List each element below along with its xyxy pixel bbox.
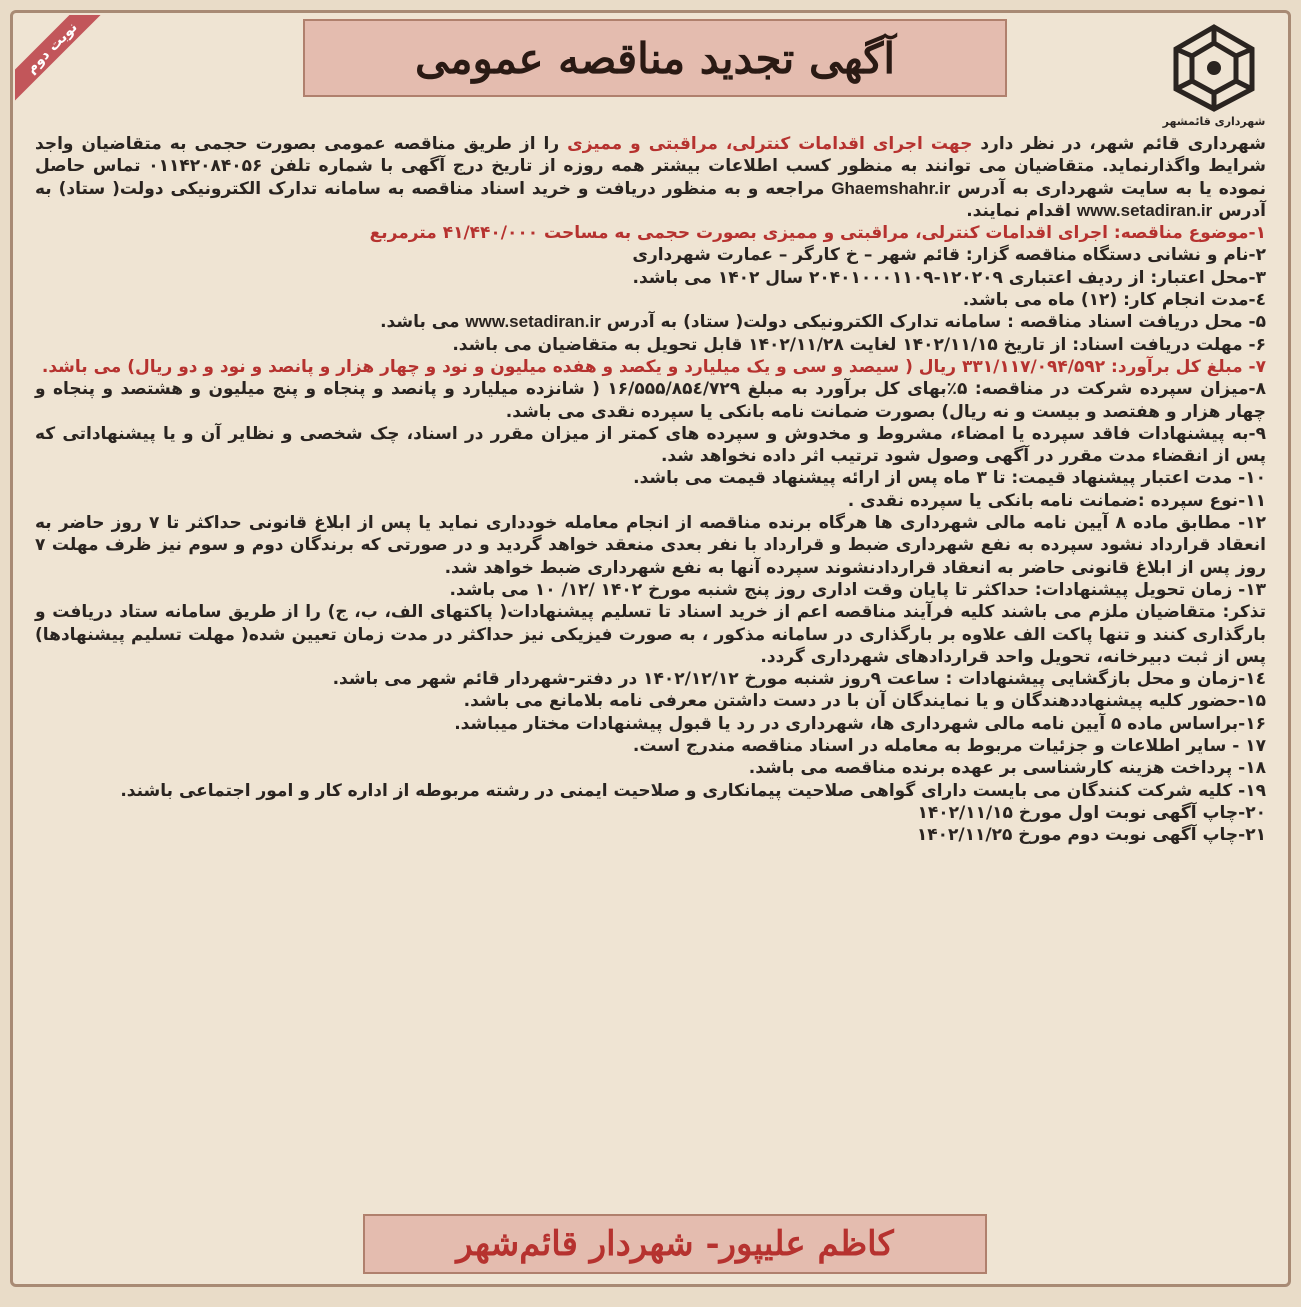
intro-text-1: شهرداری قائم شهر، در نظر دارد xyxy=(972,134,1267,154)
item-16-article-5: ۱۶-براساس ماده ۵ آیین نامه مالی شهرداری ها، شهرداری در رد یا قبول پیشنهادات مختار میباشد. xyxy=(454,713,1266,734)
item-5-setad-link[interactable]: www.setadiran.ir xyxy=(465,312,601,332)
item-1-subject: ۱-موضوع مناقصه: اجرای اقدامات کنترلی، مراقبتی و ممیزی بصورت حجمی به مساحت ۴۱/۴۴۰/۰۰۰ مترمربع xyxy=(369,223,1266,244)
intro-highlight: جهت اجرای اقدامات کنترلی، مراقبتی و ممیزی xyxy=(567,134,973,154)
item-7-estimate: ۷- مبلغ کل برآورد: ۳۳۱/۱۱۷/۰۹۴/۵۹۲ ریال ( سیصد و سی و یک میلیارد و یکصد و هفده میلیون و نود و چهار هزار و پانصد و نود و دو ریال) می باشد. xyxy=(41,356,1266,377)
mayor-signature: کاظم علیپور- شهردار قائم‌شهر xyxy=(363,1214,987,1274)
intro-paragraph xyxy=(35,133,1266,222)
setad-link[interactable]: www.setadiran.ir xyxy=(1076,200,1213,220)
edition-badge xyxy=(15,15,105,105)
item-17-other-info: ۱۷ - سایر اطلاعات و جزئیات مربوط به معامله در اسناد مناقصه مندرج است. xyxy=(632,736,1266,757)
item-15-attendance: ۱۵-حضور کلیه پیشنهاددهندگان و یا نمایندگان آن با در دست داشتن معرفی نامه بلامانع می باشد. xyxy=(463,691,1266,712)
item-4-duration: ٤-مدت انجام کار: (۱۲) ماه می باشد. xyxy=(962,290,1266,311)
item-14-opening: ۱٤-زمان و محل بازگشایی پیشنهادات : ساعت ۹روز شنبه مورخ ۱۴۰۲/۱۲/۱۲ در دفتر-شهردار قائم شهر می باشد. xyxy=(332,669,1266,690)
advertisement-page xyxy=(10,10,1291,1287)
logo-caption: شهرداری قائمشهر xyxy=(1162,115,1266,128)
intro-text-2: را از طریق مناقصه عمومی بصورت حجمی به متقاضیان واجد شرایط واگذارنماید. متقاضیان می توانند به منظور کسب اطلاعات بیشتر همه روزه از تاریخ درج آگهی با شماره تلفن ۰۱۱۴۲۰۸۴۰۵۶ تماس حاصل نموده یا به سایت شهرداری به آدرس xyxy=(35,134,1266,199)
item-5-text-b: می باشد. xyxy=(380,312,466,333)
item-8-deposit: ۸-میزان سپرده شرکت در مناقصه: ۵٪بهای کل برآورد به مبلغ ۱۶/۵۵۵/۸۵٤/۷۲۹ ( شانزده میلیارد و پانصد و پنجاه و پنج میلیون و هشتصد و پنجاه و چهار هزار و هفتصد و بیست و نه ریال) بصورت ضمانت نامه بانکی یا سپرده نقدی می باشد. xyxy=(35,379,1267,422)
page-title: آگهی تجدید مناقصه عمومی xyxy=(303,19,1007,97)
item-20-first-print: ۲۰-چاپ آگهی نوبت اول مورخ ۱۴۰۲/۱۱/۱۵ xyxy=(917,802,1266,823)
edition-badge-label: نوبت دوم xyxy=(15,15,105,102)
item-10-validity: ۱۰- مدت اعتبار پیشنهاد قیمت: تا ۳ ماه پس از ارائه پیشنهاد قیمت می باشد. xyxy=(633,468,1266,489)
item-21-second-print: ۲۱-چاپ آگهی نوبت دوم مورخ ۱۴۰۲/۱۱/۲۵ xyxy=(916,825,1266,846)
intro-text-4: اقدام نمایند. xyxy=(966,200,1077,221)
municipality-logo xyxy=(1154,21,1274,128)
item-6-deadline: ۶- مهلت دریافت اسناد: از تاریخ ۱۴۰۲/۱۱/۱۵ لغایت ۱۴۰۲/۱۱/۲۸ قابل تحویل به متقاضیان می باشد. xyxy=(452,334,1266,355)
item-2-organizer: ۲-نام و نشانی دستگاه مناقصه گزار: قائم شهر – خ کارگر – عمارت شهرداری xyxy=(632,245,1266,266)
item-3-budget: ۳-محل اعتبار: از ردیف اعتباری ۱۲۰۲۰۹-۲۰۴۰۱۰۰۰۱۱۰۹ سال ۱۴۰۲ می باشد. xyxy=(632,267,1266,288)
item-12-article-8: ۱۲- مطابق ماده ۸ آیین نامه مالی شهرداری ها هرگاه برنده مناقصه از انجام معامله خودداری نماید یا پس از ابلاغ قانونی حداکثر تا ۷ روز حاضر به انعقاد قرارداد نشود سپرده به نفع شهرداری ضبط و قرارداد با نفر بعدی منعقد خواهد گردید و در صورتی که برندگان دوم و سوم نیز ظرف مهلت ۷ روز پس از ابلاغ قانونی حاضر به انعقاد قراردادنشوند سپرده آنها به نفع شهرداری ضبط خواهد شد. xyxy=(35,513,1267,578)
item-5-text-a: ۵- محل دریافت اسناد مناقصه : سامانه تدارک الکترونیکی دولت( ستاد) به آدرس xyxy=(600,312,1266,333)
item-9-invalid-bids: ۹-به پیشنهادات فاقد سپرده یا امضاء، مشروط و مخدوش و سپرده های کمتر از میزان مقرر در اسناد، چک شخصی و نظایر آن و یا پیشنهاداتی که پس از انقضاء مدت مقرر در آگهی وصول شود ترتیب اثر داده نخواهد شد. xyxy=(35,423,1266,467)
item-19-qualifications: ۱۹- کلیه شرکت کنندگان می بایست دارای گواهی صلاحیت پیمانکاری و صلاحیت ایمنی در رشته مربوطه از اداره کار و امور اجتماعی باشند. xyxy=(120,780,1266,801)
intro-text-3: مراجعه و به منظور دریافت و خرید اسناد مناقصه به سامانه تدارک الکترونیکی دولت( ستاد) به آدرس xyxy=(35,178,1266,221)
item-18-fee: ۱۸- پرداخت هزینه کارشناسی بر عهده برنده مناقصه می باشد. xyxy=(748,758,1266,779)
item-5-documents-location xyxy=(35,311,1266,333)
item-13-submission-time: ۱۳- زمان تحویل پیشنهادات: حداکثر تا پایان وقت اداری روز پنج شنبه مورخ ۱۴۰۲ /۱۲/ ۱۰ می باشد. xyxy=(449,579,1266,600)
note-paragraph: تذکر: متقاضیان ملزم می باشند کلیه فرآیند مناقصه اعم از خرید اسناد تا تسلیم پیشنهادات( پاکتهای الف، ب، ج) را از طریق سامانه ستاد دریافت و بارگذاری کنند و تنها پاکت الف علاوه بر بارگذاری در سامانه مذکور ، به صورت فیزیکی نیز حداکثر در مدت زمان تعیین شده( مهلت تسلیم پیشنهادها) پس از ثبت دبیرخانه، تحویل واحد قراردادهای شهرداری گردد. xyxy=(35,602,1266,667)
logo-emblem-icon xyxy=(1164,21,1264,113)
website-link[interactable]: Ghaemshahr.ir xyxy=(831,178,951,198)
item-11-deposit-type: ۱۱-نوع سپرده :ضمانت نامه بانکی یا سپرده نقدی . xyxy=(847,490,1266,511)
tender-body xyxy=(35,133,1266,847)
